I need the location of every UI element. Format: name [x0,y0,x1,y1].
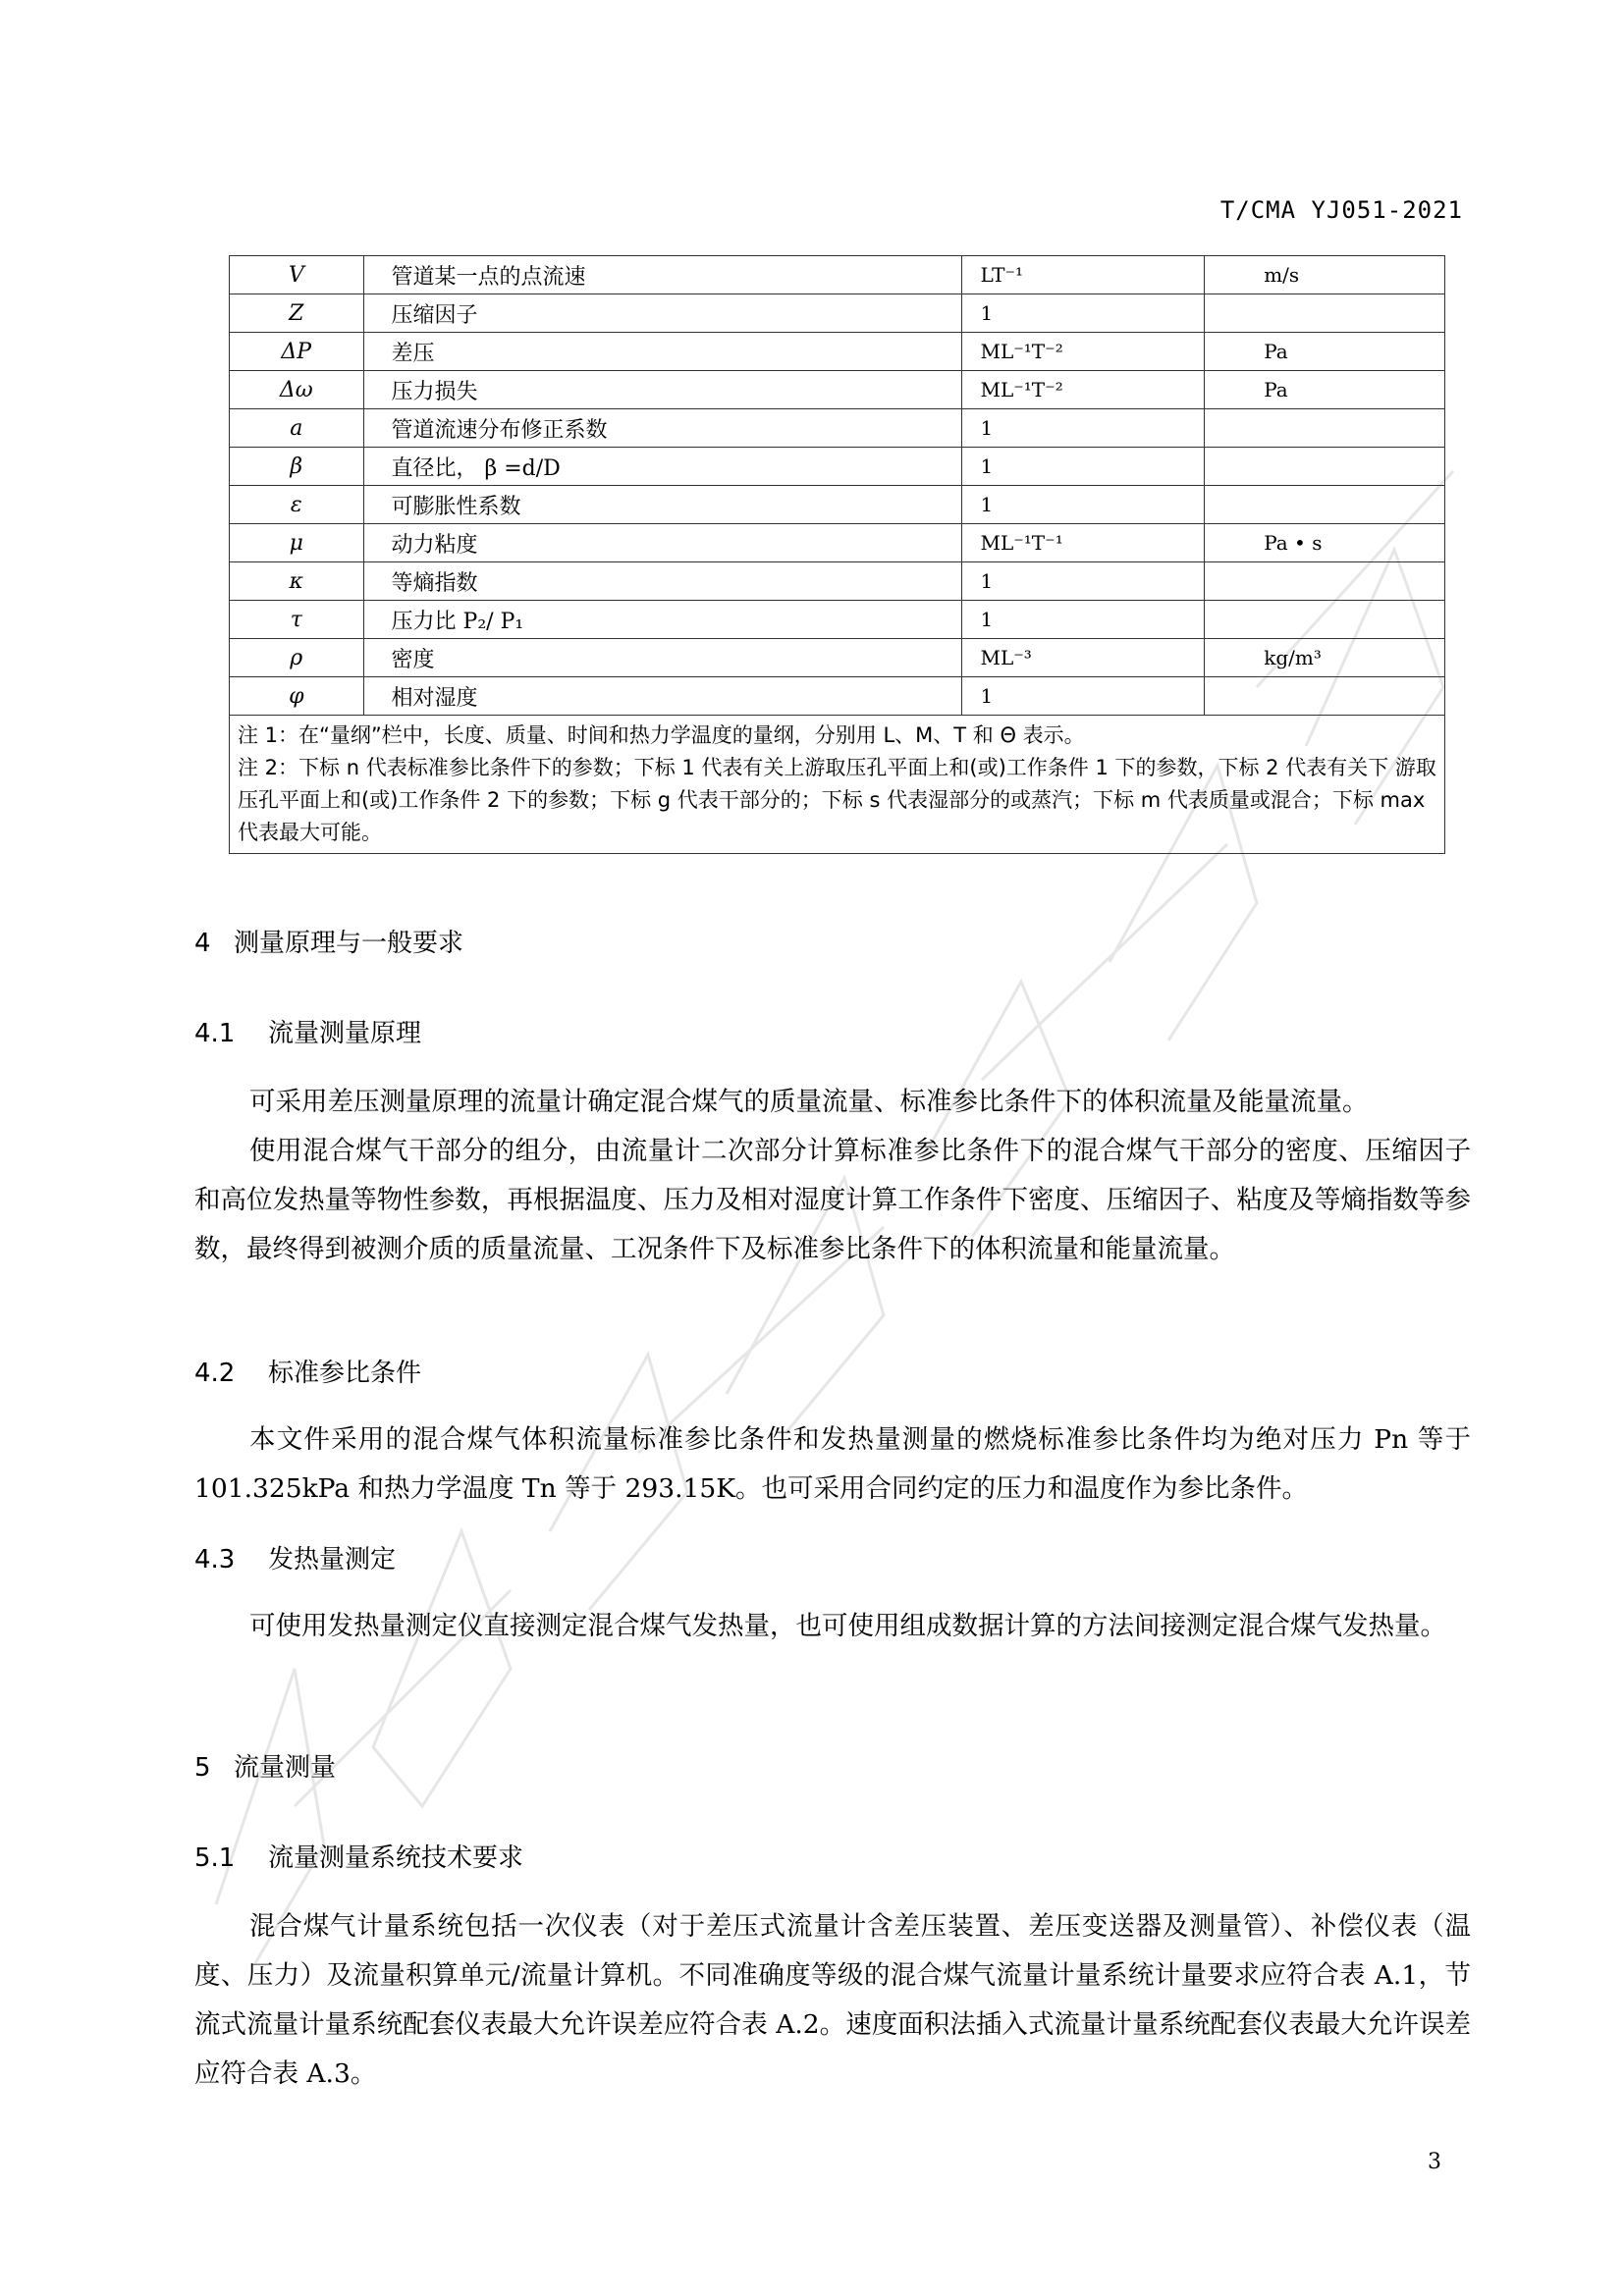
name-cell: 压力损失 [363,371,962,409]
dimension-cell: 1 [962,486,1205,524]
symbol-table [229,255,1445,854]
symbol-cell: V [230,256,364,294]
section-number: 4.1 [194,1019,236,1048]
table-row [230,294,1445,333]
name-cell: 管道某一点的点流速 [363,256,962,294]
paragraph-5-1: 混合煤气计量系统包括一次仪表（对于差压式流量计含差压装置、差压变送器及测量管）、补偿仪表（温度、压力）及流量积算单元/流量计算机。不同准确度等级的混合煤气流量计量系统计量要求应符合表 A.1，节流式流量计量系统配套仪表最大允许误差应符合表 A.2。速度面积法插入式流量计量系统配套仪表最大允许误差应符合表 A.3。 [194,1911,1471,2089]
dimension-cell: 1 [962,677,1205,716]
section-number: 4 [194,929,211,958]
unit-cell: Pa [1205,333,1445,371]
dimension-cell: ML⁻¹T⁻² [962,333,1205,371]
unit-cell [1205,294,1445,333]
table-row [230,677,1445,716]
section-title: 标准参比条件 [268,1359,422,1388]
paragraph-4-3: 可使用发热量测定仪直接测定混合煤气发热量，也可使用组成数据计算的方法间接测定混合煤气发热量。 [249,1611,1446,1641]
table-row [230,333,1445,371]
unit-cell: m/s [1205,256,1445,294]
name-cell: 直径比， β =d/D [363,448,962,486]
section-number: 4.3 [194,1545,236,1575]
dimension-cell: ML⁻¹T⁻² [962,371,1205,409]
section-4-2-heading [194,1353,421,1389]
symbol-cell: Δω [230,371,364,409]
name-cell: 管道流速分布修正系数 [363,409,962,448]
note-2: 注 2：下标 n 代表标准参比条件下的参数；下标 1 代表有关上游取压孔平面上和(或)工作条件 1 下的参数，下标 2 代表有关下 游取压孔平面上和(或)工作条件 2 下的参数；下标 g 代表干部分的；下标 s 代表湿部分的或蒸汽；下标 m 代表质量或混合；下标 max 代表最大可能。 [238,756,1436,844]
section-4-1-heading [194,1013,421,1049]
table-row [230,639,1445,677]
paragraph-4-1-a: 可采用差压测量原理的流量计确定混合煤气的质量流量、标准参比条件下的体积流量及能量流量。 [249,1087,1369,1117]
symbol-cell: φ [230,677,364,716]
dimension-cell: ML⁻¹T⁻¹ [962,524,1205,562]
paragraph-4-2: 本文件采用的混合煤气体积流量标准参比条件和发热量测量的燃烧标准参比条件均为绝对压力 Pn 等于 101.325kPa 和热力学温度 Tn 等于 293.15K。也可采用合同约定的压力和温度作为参比条件。 [194,1424,1471,1504]
unit-cell: Pa • s [1205,524,1445,562]
symbol-cell: μ [230,524,364,562]
name-cell: 相对湿度 [363,677,962,716]
name-cell: 压缩因子 [363,294,962,333]
table-row [230,486,1445,524]
unit-cell: Pa [1205,371,1445,409]
paragraph-4-1-b: 使用混合煤气干部分的组分，由流量计二次部分计算标准参比条件下的混合煤气干部分的密度、压缩因子和高位发热量等物性参数，再根据温度、压力及相对湿度计算工作条件下密度、压缩因子、粘度及等熵指数等参数，最终得到被测介质的质量流量、工况条件下及标准参比条件下的体积流量和能量流量。 [194,1136,1471,1264]
unit-cell: kg/m³ [1205,639,1445,677]
symbol-cell: a [230,409,364,448]
table-notes-row [230,716,1445,854]
name-cell: 可膨胀性系数 [363,486,962,524]
unit-cell [1205,562,1445,601]
table-row [230,409,1445,448]
unit-cell [1205,409,1445,448]
unit-cell [1205,677,1445,716]
name-cell: 压力比 P₂/ P₁ [363,601,962,639]
name-cell: 等熵指数 [363,562,962,601]
dimension-cell: 1 [962,448,1205,486]
section-number: 5.1 [194,1843,236,1873]
symbol-cell: ρ [230,639,364,677]
table-row [230,562,1445,601]
table-row [230,524,1445,562]
unit-cell [1205,448,1445,486]
symbol-cell: Z [230,294,364,333]
name-cell: 密度 [363,639,962,677]
page-number: 3 [1428,2150,1441,2174]
document-code: T/CMA YJ051-2021 [1219,196,1463,224]
dimension-cell: 1 [962,409,1205,448]
table-row [230,601,1445,639]
section-title: 流量测量系统技术要求 [268,1843,524,1873]
unit-cell [1205,486,1445,524]
table-notes [230,716,1445,854]
section-title: 发热量测定 [268,1545,397,1575]
table-row [230,256,1445,294]
dimension-cell: ML⁻³ [962,639,1205,677]
name-cell: 动力粘度 [363,524,962,562]
symbol-cell: τ [230,601,364,639]
symbol-cell: κ [230,562,364,601]
section-5-heading [194,1747,336,1784]
symbol-cell: β [230,448,364,486]
section-5-1-heading [194,1838,523,1874]
symbol-cell: ΔP [230,333,364,371]
section-4-3-heading [194,1539,396,1575]
section-4-heading [194,923,463,959]
dimension-cell: 1 [962,294,1205,333]
symbol-cell: ε [230,486,364,524]
table-row [230,371,1445,409]
name-cell: 差压 [363,333,962,371]
dimension-cell: 1 [962,601,1205,639]
note-1: 注 1：在“量纲”栏中，长度、质量、时间和热力学温度的量纲，分别用 L、M、T 和 Θ 表示。 [238,723,1085,747]
section-title: 流量测量原理 [268,1019,422,1048]
table-row [230,448,1445,486]
unit-cell [1205,601,1445,639]
section-number: 5 [194,1753,211,1783]
dimension-cell: LT⁻¹ [962,256,1205,294]
section-number: 4.2 [194,1359,236,1388]
section-title: 测量原理与一般要求 [234,929,464,958]
dimension-cell: 1 [962,562,1205,601]
section-title: 流量测量 [234,1753,337,1783]
